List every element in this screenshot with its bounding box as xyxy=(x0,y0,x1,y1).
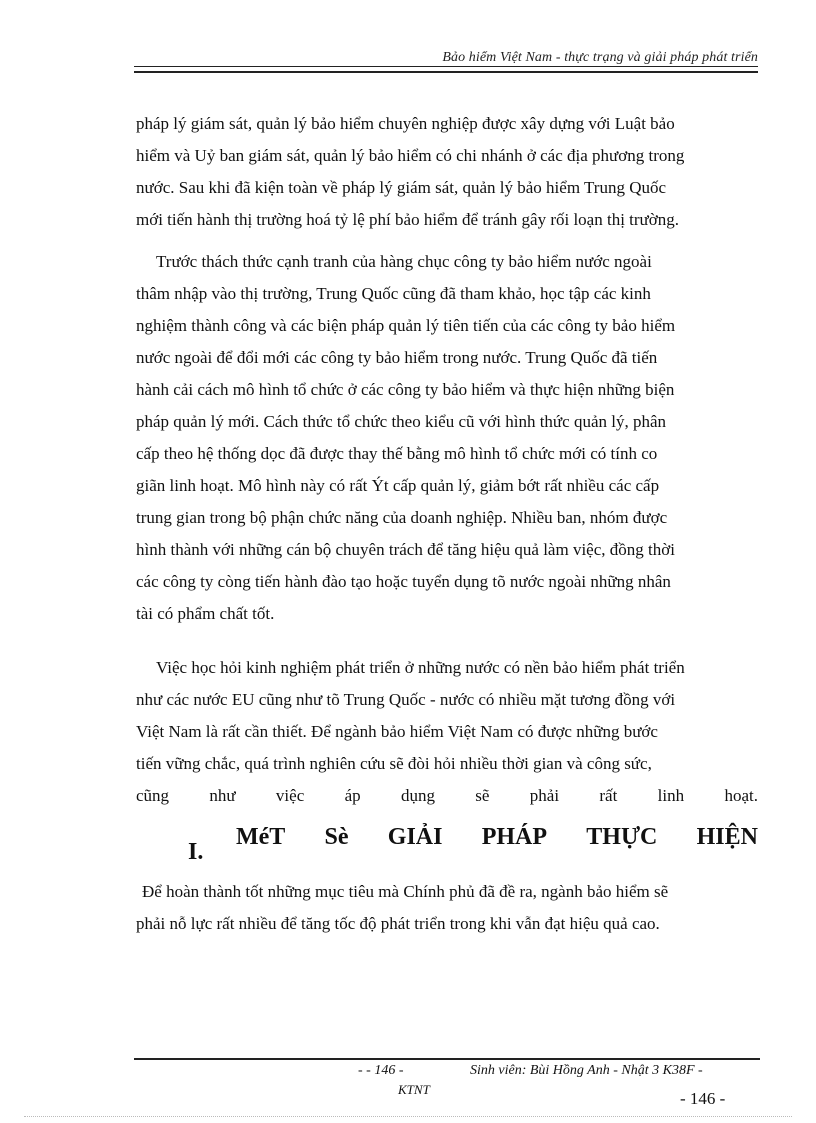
paragraph-line: hành cải cách mô hình tổ chức ở các công ty bảo hiểm và thực hiện những biện xyxy=(136,380,675,399)
heading-word: Sè xyxy=(324,824,349,850)
word: hoạt. xyxy=(724,786,758,805)
paragraph-line: phải nỗ lực rất nhiều để tăng tốc độ phát triển trong khi vẫn đạt hiệu quả cao. xyxy=(136,914,660,933)
word: như xyxy=(209,786,236,805)
word: cũng xyxy=(136,786,170,805)
section-heading xyxy=(188,822,758,872)
closing-paragraph xyxy=(136,876,758,940)
paragraph-line: như các nước EU cũng như tõ Trung Quốc - nước có nhiều mặt tương đồng với xyxy=(136,690,676,709)
word: áp xyxy=(344,786,361,805)
heading-word: PHÁP xyxy=(481,824,548,850)
footer-major: KTNT xyxy=(398,1082,430,1097)
paragraph-justified-line xyxy=(136,780,758,812)
word: rất xyxy=(599,786,618,805)
paragraph-line: hiểm và Uỷ ban giám sát, quản lý bảo hiểm có chi nhánh ở các địa phương trong xyxy=(136,146,685,165)
heading-word: MéT xyxy=(236,824,286,850)
footer-student-info: Sinh viên: Bùi Hồng Anh - Nhật 3 K38F - xyxy=(470,1063,703,1078)
heading-word: GIẢI xyxy=(387,824,443,850)
paragraph-1 xyxy=(136,108,758,236)
paragraph-line: mới tiến hành thị trường hoá tỷ lệ phí bảo hiểm để tránh gây rối loạn thị trường. xyxy=(136,210,680,229)
word: phải xyxy=(529,786,560,805)
footer-rule xyxy=(134,1058,760,1060)
paragraph-line: trung gian trong bộ phận chức năng của doanh nghiệp. Nhiều ban, nhóm được xyxy=(136,508,668,527)
paragraph-line: pháp quản lý mới. Cách thức tổ chức theo kiểu cũ với hình thức quản lý, phân xyxy=(136,412,667,431)
heading-word: THỰC xyxy=(586,824,658,850)
word: việc xyxy=(275,786,305,805)
paragraph-line: cấp theo hệ thống dọc đã được thay thế bằng mô hình tổ chức mới có tính co xyxy=(136,444,658,463)
footer-page-label: - - 146 - xyxy=(358,1063,404,1078)
paragraph-line: Việc học hỏi kinh nghiệm phát triển ở những nước có nền bảo hiểm phát triển xyxy=(156,658,685,677)
paragraph-line: tiến vững chắc, quá trình nghiên cứu sẽ đòi hỏi nhiều thời gian và công sức, xyxy=(136,754,652,773)
section-title xyxy=(236,824,758,851)
section-number: I. xyxy=(188,839,204,865)
word: linh xyxy=(657,786,685,805)
word: sẽ xyxy=(475,786,490,805)
paragraph-line: Việt Nam là rất cần thiết. Để ngành bảo hiểm Việt Nam có được những bước xyxy=(136,722,658,741)
paragraph-line: tài có phẩm chất tốt. xyxy=(136,604,275,623)
paragraph-line: nghiệm thành công và các biện pháp quản lý tiên tiến của các công ty bảo hiểm xyxy=(136,316,676,335)
paragraph-line: pháp lý giám sát, quản lý bảo hiểm chuyên nghiệp được xây dựng với Luật bảo xyxy=(136,114,675,133)
paragraph-line: thâm nhập vào thị trường, Trung Quốc cũng đã tham khảo, học tập các kinh xyxy=(136,284,651,303)
paragraph-3 xyxy=(136,652,758,812)
paragraph-line: Để hoàn thành tốt những mục tiêu mà Chính phủ đã đề ra, ngành bảo hiểm sẽ xyxy=(142,882,669,901)
header-title: Bảo hiểm Việt Nam - thực trạng và giải pháp phát triển xyxy=(442,50,758,65)
paragraph-line: Trước thách thức cạnh tranh của hàng chục công ty bảo hiểm nước ngoài xyxy=(156,252,652,271)
page-number: - 146 - xyxy=(680,1089,726,1108)
paragraph-line: các công ty còng tiến hành đào tạo hoặc tuyển dụng tõ nước ngoài những nhân xyxy=(136,572,671,591)
page-bottom-border xyxy=(24,1116,792,1117)
paragraph-line: nước ngoài để đổi mới các công ty bảo hiểm trong nước. Trung Quốc đã tiến xyxy=(136,348,658,367)
paragraph-line: nước. Sau khi đã kiện toàn về pháp lý giám sát, quản lý bảo hiểm Trung Quốc xyxy=(136,178,667,197)
paragraph-line: hình thành với những cán bộ chuyên trách để tăng hiệu quả làm việc, đồng thời xyxy=(136,540,675,559)
heading-word: HIỆN xyxy=(696,824,758,850)
word: dụng xyxy=(400,786,435,805)
paragraph-line: giãn linh hoạt. Mô hình này có rất Ýt cấp quản lý, giảm bớt rất nhiều các cấp xyxy=(136,476,660,495)
header-rule xyxy=(134,66,758,73)
paragraph-2 xyxy=(136,246,758,630)
